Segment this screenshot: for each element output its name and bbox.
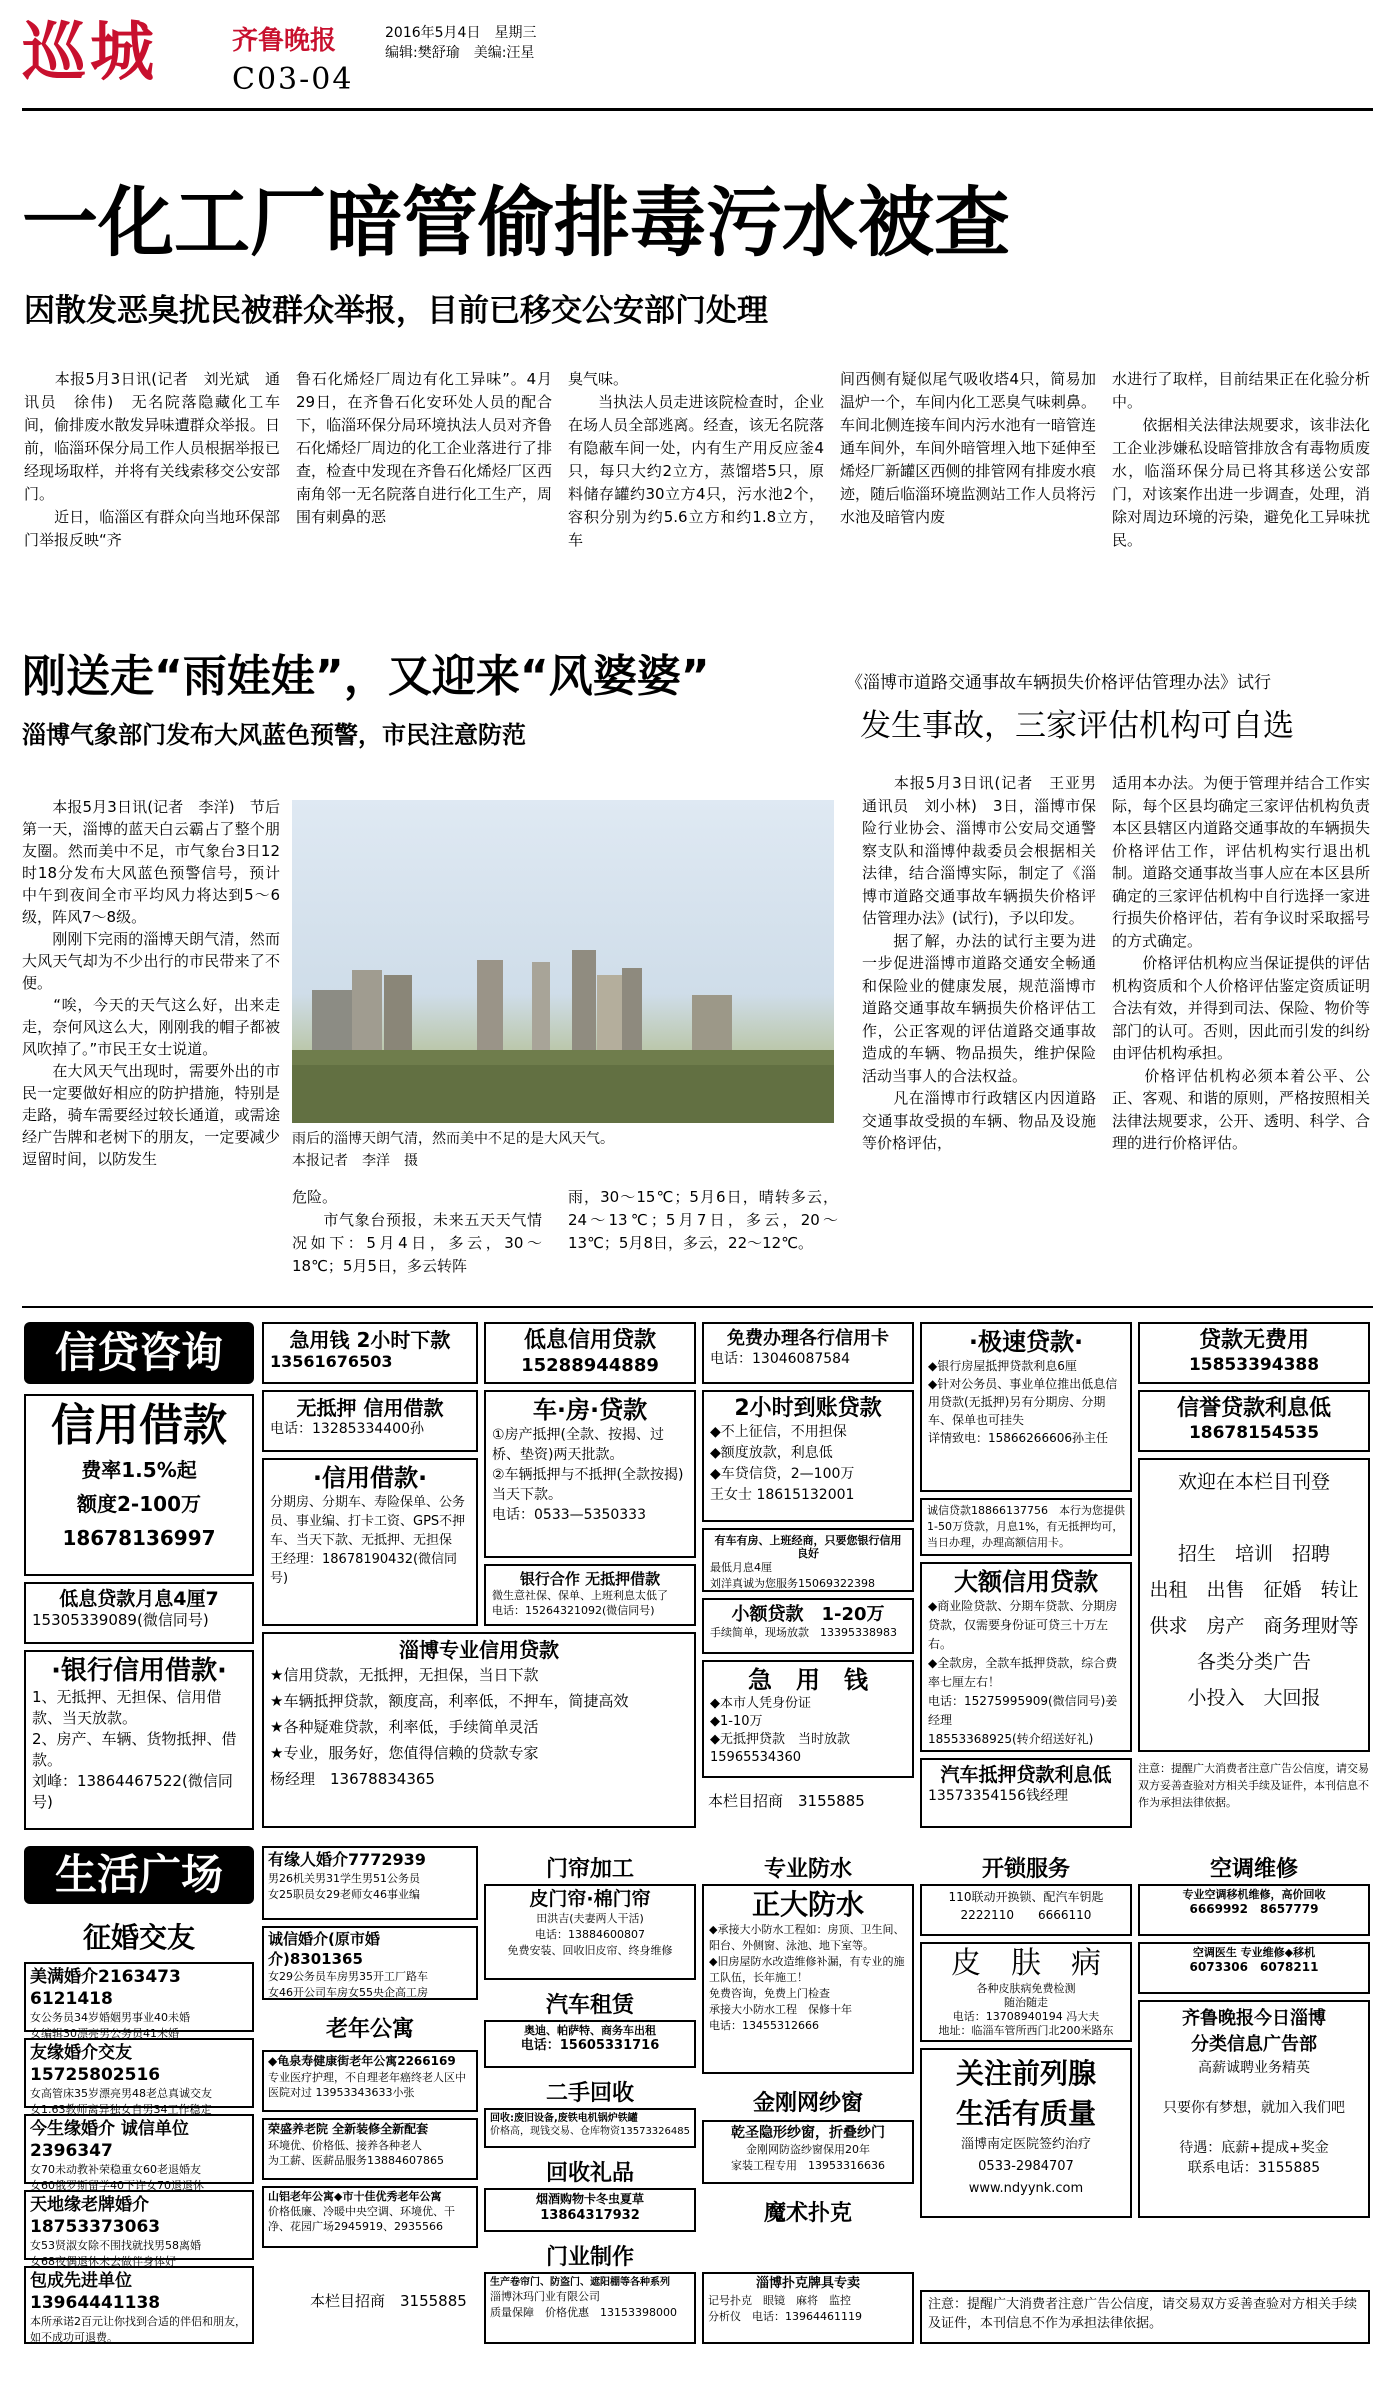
life-ad-gift: 烟酒购物卡冬虫夏草 13864317932 [484,2188,696,2232]
credit-ad-xiaoe: 小额贷款 1-20万 手续简单，现场放款 13395338983 [702,1598,914,1654]
paper-logo: 齐鲁晚报 [232,26,337,56]
life-ad-skin: 皮 肤 病 各种皮肤病免费检测 随治随走 电话：13708940194 冯大夫 地址：临淄车管所西门北200米路东 [920,1942,1132,2042]
credit-ad-bankcoop: 银行合作 无抵押借款 微生意社保、保单、上班利息太低了 电话：15264321092(微信同号) [484,1564,696,1626]
city-photo [292,800,834,1123]
marriage-title: 征婚交友 [82,1921,195,1954]
story2-subhead: 淄博气象部门发布大风蓝色预警，市民注意防范 [22,721,526,749]
life-ad-chengxin: 诚信婚介(原市婚介)8301365 女29公务员车房男35开工厂路车 女46开公司车房女55央企高工房 [262,1926,478,2000]
photo-caption: 雨后的淄博天朗气清，然而美中不足的是大风天气。 本报记者 李洋 摄 [292,1131,614,1169]
credit-ad-dixi: 低息贷款月息4厘7 15305339089(微信同号) [24,1582,254,1644]
life-ad-screen: 乾圣隐形纱窗，折叠纱门 金刚网防盗纱窗保用20年 家装工程专用 13953316636 [702,2120,914,2184]
marriage-ad-5: 包成先进单位13964441138 本所承诺2百元让你找到合适的伴侣和朋友，如不成功可退费。 [24,2266,254,2344]
story3-col-2: 适用本办法。为便于管理并结合工作实际，每个区县均确定三家评估机构负责本区县辖区内道路交通事故的车辆损失价格评估工作，评估机构实行退出机制。道路交通事故当事人应在本区县所确定的三家评估机构中自行选择一家进行损失价格评估，若有争议时采取摇号的方式确定。 价格评估机构应当保证提供的评估机构资质和个人价格评估鉴定资质证明合法有效，并得到司法、保险、物价等部门的认可。否则，因此而引发的纠纷由评估机构承担。 价格评估机构必须本着公平、公正、客观、和谐的原则，严格按照相关法律法规要求，公开、透明、科学、合理的进行价格评估。 [1112,774,1370,1152]
credit-ad-bank: ·银行信用借款· 1、无抵押、无担保、信用借款、当天放款。 2、房产、车辆、货物抵押、借款。 刘峰：13864467522(微信同号) [24,1650,254,1830]
credit-ad-2hdz: 2小时到账贷款 ◆不上征信，不用担保 ◆额度放款，利息低 ◆车贷信贷，2—100万 王女士 18615132001 [702,1390,914,1522]
story3-kicker: 《淄博市道路交通事故车辆损失价格评估管理办法》试行 [846,673,1271,693]
credit-ad-welcome: 欢迎在本栏目刊登 招生 培训 招聘 出租 出售 征婚 转让 供求 房产 商务理财等 各类分类广告 小投入 大回报 [1138,1458,1370,1752]
life-ad-lock: 110联动开换锁、配汽车钥匙 2222110 6666110 [920,1884,1132,1936]
life-ad-recruit: 齐鲁晚报今日淄博 分类信息广告部 高薪诚聘业务精英 只要你有梦想，就加入我们吧 待遇：底薪+提成+奖金 联系电话：3155885 [1138,2000,1370,2218]
life-ad-zhengda: 正大防水 ◆承接大小防水工程如：房顶、卫生间、阳台、外侧窗、泳池、地下室等。 ◆旧房屋防水改造维修补漏，有专业的施工队伍，长年施工！ 免费咨询，免费上门检查 承接大小防水工程 保修十年 电话：13455312666 [702,1884,914,2074]
screen-title: 金刚网纱窗 [752,2091,863,2116]
story2-col-3: 雨，30～15℃；5月6日，晴转多云，24～13℃；5月7日，多云，20～13℃；5月8日，多云，22～12℃。 [568,1188,838,1252]
credit-ad-ycyf: 有车有房、上班经商，只要您银行信用良好 最低月息4厘 刘洋真诚为您服务15069322398 [702,1528,914,1592]
credit-ad-dixixy: 低息信用贷款 15288944889 [484,1322,696,1384]
life-ad-curtain: 皮门帘·棉门帘 田洪吉(夫妻两人干活) 电话：13884600807 免费安装、回收旧皮帘、终身维修 [484,1884,696,1980]
story1-headline: 一化工厂暗管偷排毒污水被查 [22,178,1010,267]
story1-col-5: 水进行了取样，目前结果正在化验分析中。 依据相关法律法规要求，该非法化工企业涉嫌私设暗管排放含有毒物质废水，临淄环保分局已将其移送公安部门，对该案作出进一步调查，处理，消除对周边环境的污染，避免化工异味扰民。 [1112,370,1370,549]
life-ad-youyuan: 有缘人婚介7772939 男26机关男31学生男51公务员 女25职员女29老师女46事业编 [262,1846,478,1920]
life-ad-recycle: 回收:废旧设备,废铁电机锅炉铁罐 价格高，现钱交易、仓库物资13573326485 [484,2108,696,2148]
life-ad-shanlv: 山铝老年公寓◆市十佳优秀老年公寓 价格低廉、冷暖中央空调、环境优、干净、花园广场2945919、2935566 [262,2186,478,2248]
credit-ad-wufei: 贷款无费用 15853394388 [1138,1322,1370,1384]
marriage-ad-3: 今生缘婚介 诚信单位2396347 女70未动教补荣稳重女60老退婚友 女60俄罗斯留学40下许女70退退休 [24,2114,254,2184]
issue-date: 2016年5月4日 星期三 [385,25,537,41]
credit-ad-xyjk: ·信用借款· 分期房、分期车、寿险保单、公务员、事业编、打卡工资、GPS不押车、当天下款、无抵押、无担保 王经理：18678190432(微信同号) [262,1458,478,1626]
marriage-ad-4: 天地缘老牌婚介18753373063 女53贤淑女除不围找就找男58离婚 女68夜偶退休未去做伴身体好 [24,2190,254,2260]
life-banner: 生活广场 [24,1846,254,1904]
carrent-title: 汽车租赁 [545,1993,634,2018]
life-ad-rongsheng: 荣盛养老院 全新装修全新配套 环境优、价格低、接养各种老人 为工薪、医薪品服务13884607865 [262,2118,478,2180]
credit-ad-wudiya: 无抵押 信用借款 电话：13285334400孙 [262,1390,478,1452]
credit-ad-dae: 大额信用贷款 ◆商业险贷款、分期车贷款、分期房贷款，仅需要身份证可贷三十万左右。 ◆全款房，全款车抵押贷款，综合费率七厘左右！ 电话：15275995909(微信同号)姜经理 18553368925(转介绍送好礼) [920,1562,1132,1752]
story3-headline: 发生事故，三家评估机构可自选 [860,708,1294,744]
marriage-ad-1: 美满婚介2163473 6121418 女公务员34岁婚姻男事业40未婚 女编辑30漂亮男公务员41未婚 [24,1962,254,2032]
magic-title: 魔术扑克 [763,2201,852,2226]
story1-col-3: 臭气味。 当执法人员走进该院检查时，企业在场人员全部逃离。经查，该无名院落有隐蔽车间一处，内有生产用反应釜4只，每只大约2立方，蒸馏塔5只，原料储存罐约30立方4只，污水池2个，容积分别为约5.6立方和约1.8立方，车 [568,370,824,549]
life-ad-prostate: 关注前列腺 生活有质量 淄博南定医院签约治疗 0533-2984707 www.ndyynk.com [920,2048,1132,2218]
story1-col-4: 间西侧有疑似尾气吸收塔4只，简易加温炉一个，车间内化工恶臭气味刺鼻。车间北侧连接车间内污水池有一暗管连通车间外，车间外暗管埋入地下延伸至烯烃厂新罐区西侧的排管网有排废水痕迹，随后临淄环境监测站工作人员将污水池及暗管内废 [840,370,1096,526]
life-zhaoshang: 本栏目招商 3155885 [310,2292,467,2310]
marriage-ad-2: 友缘婚介交友15725802516 女高管床35岁漂亮男48老总真诚交友 女1.63教师离异独女自男34工作稳定 [24,2038,254,2108]
life-ad-carrent: 奥迪、帕萨特、商务车出租 电话：15605331716 [484,2020,696,2068]
credit-ad-2h: 急用钱 2小时下款 13561676503 [262,1322,478,1384]
credit-ad-chefang: 车·房·贷款 ①房产抵押(全款、按揭、过桥、垫资)两天批款。 ②车辆抵押与不抵押(全款按揭)当天下款。 电话：0533—5350333 [484,1390,696,1558]
masthead-rule [22,108,1373,111]
story2-headline: 刚送走“雨娃娃”，又迎来“风婆婆” [22,651,710,702]
credit-banner: 信贷咨询 [24,1322,254,1384]
waterproof-title: 专业防水 [763,1857,852,1882]
life-ad-door: 生产卷帘门、防盗门、遮阳棚等各种系列 淄博沐玛门业有限公司 质量保障 价格优惠 13153398000 [484,2272,696,2344]
life-ad-poker: 淄博扑克牌具专卖 记号扑克 眼镜 麻将 监控 分析仪 电话：13964461119 [702,2272,914,2344]
credit-ad-qiche: 汽车抵押贷款利息低 13573354156钱经理 [920,1758,1132,1828]
life-ad-aircon-doctor: 空调医生 专业维修◆移机 6073306 6078211 [1138,1942,1370,1994]
page-code: C03-04 [232,62,354,97]
ads-rule [22,1306,1373,1308]
aircon-title: 空调维修 [1209,1857,1298,1882]
credit-ad-jiyong: 急 用 钱 ◆本市人凭身份证 ◆1-10万 ◆无抵押贷款 当时放款 15965534360 [702,1660,914,1778]
credit-ad-chengxin: 诚信贷款18866137756 本行为您提供1-50万贷款，月息1%，有无抵押均可，当日办理，办理高额信用卡。 [920,1498,1132,1556]
credit-notice: 注意：提醒广大消费者注意广告公信度，请交易双方妥善查验对方相关手续及证件，本刊信息不作为承担法律依据。 [1138,1762,1369,1809]
story3-col-1: 本报5月3日讯(记者 王亚男 通讯员 刘小林) 3日，淄博市保险行业协会、淄博市公安局交通警察支队和淄博仲裁委员会根据相关法律，结合淄博实际，制定了《淄博市道路交通事故车辆损失价格评估管理办法》(试行)，予以印发。 据了解，办法的试行主要为进一步促进淄博市道路交通安全畅通和保险业的健康发展，规范淄博市道路交通事故车辆损失价格评估工作，公正客观的评估道路交通事故造成的车辆、物品损失，维护保险活动当事人的合法权益。 凡在淄博市行政辖区内因道路交通事故受损的车辆、物品及设施等价格评估， [862,774,1096,1152]
recycle-title: 二手回收 [545,2081,634,2106]
story2-col-1: 本报5月3日讯(记者 李洋) 节后第一天，淄博的蓝天白云霸占了整个朋友圈。然而美中不足，市气象台3日12时18分发布大风蓝色预警信号，预计中午到夜间全市平均风力将达到5～6级，阵风7～8级。 刚刚下完雨的淄博天朗气清，然而大风天气却为不少出行的市民带来了不便。 “唉，今天的天气这么好，出来走走，奈何风这么大，刚刚我的帽子都被风吹掉了。”市民王女士说道。 在大风天气出现时，需要外出的市民一定要做好相应的防护措施，特别是走路，骑车需要经过较长通道，或需途经广告牌和老树下的朋友，一定要减少逗留时间，以防发生 [22,798,280,1168]
section-title: 巡城 [22,16,158,90]
story2-col-2: 危险。 市气象台预报，未来五天天气情况如下：5月4日，多云，30～18℃；5月5日，多云转阵 [292,1188,542,1275]
life-footer-notice: 注意：提醒广大消费者注意广告公信度，请交易双方妥善查验对方相关手续及证件，本刊信息不作为承担法律依据。 [920,2290,1370,2344]
lock-title: 开锁服务 [981,1857,1070,1882]
credit-ad-xinyong: 信用借款 费率1.5%起 额度2-100万 18678136997 [24,1394,254,1576]
credit-zhaoshang: 本栏目招商 3155885 [708,1792,865,1810]
elderly-title: 老年公寓 [325,2017,414,2042]
credit-ad-jisu: ·极速贷款· ◆银行房屋抵押贷款利息6厘 ◆针对公务员、事业单位推出低息信用贷款(无抵押)另有分期房、分期车、保单也可挂失 详情致电：15866266606孙主任 [920,1322,1132,1492]
story1-subhead: 因散发恶臭扰民被群众举报，目前已移交公安部门处理 [24,293,768,329]
life-ad-aircon: 专业空调移机维修，高价回收 6669992 8657779 [1138,1884,1370,1936]
life-ad-guiquan: ◆龟泉寿健康街老年公寓2266169 专业医疗护理，不自理老年癌终老人区中医院对过 13953343633小张 [262,2050,478,2112]
gift-title: 回收礼品 [545,2161,634,2186]
credit-ad-zibo-pro: 淄博专业信用贷款 ★信用贷款，无抵押，无担保，当日下款 ★车辆抵押贷款，额度高，利率低，不押车，简捷高效 ★各种疑难贷款，利率低，手续简单灵活 ★专业，服务好，您值得信赖的贷款专家 杨经理 13678834365 [262,1632,696,1828]
story1-col-2: 鲁石化烯烃厂周边有化工异味”。4月29日，在齐鲁石化安环处人员的配合下，临淄环保分局环境执法人员对齐鲁石化烯烃厂周边的化工企业落进行了排查，检查中发现在齐鲁石化烯烃厂区西南角邻一无名院落自进行化工生产，周围有刺鼻的恶 [296,370,552,526]
editor-credit: 编辑:樊舒瑜 美编:汪星 [385,45,535,61]
door-title: 门业制作 [545,2245,634,2270]
curtain-title: 门帘加工 [545,1857,634,1882]
credit-ad-card: 免费办理各行信用卡 电话：13046087584 [702,1322,914,1384]
credit-ad-xinyu: 信誉贷款利息低 18678154535 [1138,1390,1370,1452]
story1-col-1: 本报5月3日讯(记者 刘光斌 通讯员 徐伟) 无名院落隐藏化工车间，偷排废水散发异味遭群众举报。日前，临淄环保分局工作人员根据举报已经现场取样，并将有关线索移交公安部门。 近日，临淄区有群众向当地环保部门举报反映“齐 [24,370,280,549]
